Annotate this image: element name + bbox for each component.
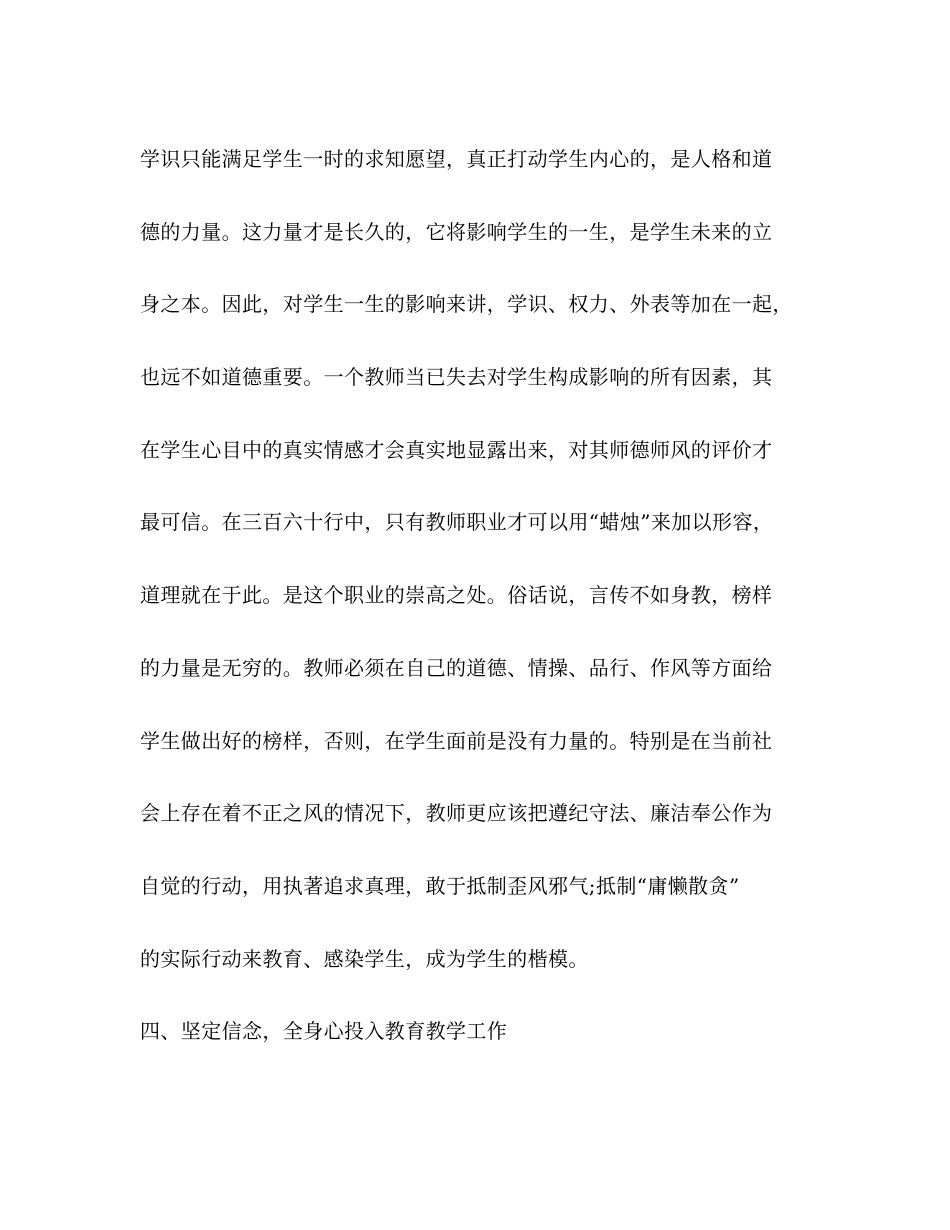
text-line-10: 会上存在着不正之风的情况下，教师更应该把遵纪守法、廉洁奉公作为 bbox=[140, 801, 773, 826]
text-line-11: 自觉的行动，用执著追求真理，敢于抵制歪风邪气;抵制“庸懒散贪” bbox=[140, 873, 740, 898]
text-line-5: 在学生心目中的真实情感才会真实地显露出来，对其师德师风的评价才 bbox=[140, 437, 773, 462]
text-line-8: 的力量是无穷的。教师必须在自己的道德、情操、品行、作风等方面给 bbox=[140, 655, 773, 680]
text-line-1: 学识只能满足学生一时的求知愿望，真正打动学生内心的，是人格和道 bbox=[140, 147, 773, 171]
body-text bbox=[140, 139, 820, 1084]
text-line-3: 身之本。因此，对学生一生的影响来讲，学识、权力、外表等加在一起， bbox=[140, 292, 793, 317]
text-line-12: 的实际行动来教育、感染学生，成为学生的楷模。 bbox=[140, 946, 589, 971]
section-heading: 四、坚定信念，全身心投入教育教学工作 bbox=[140, 1019, 508, 1044]
text-line-6: 最可信。在三百六十行中，只有教师职业才可以用“蜡烛”来加以形容， bbox=[140, 510, 774, 535]
text-line-9: 学生做出好的榜样，否则，在学生面前是没有力量的。特别是在当前社 bbox=[140, 728, 773, 753]
text-line-4: 也远不如道德重要。一个教师当已失去对学生构成影响的所有因素，其 bbox=[140, 365, 773, 390]
text-line-7: 道理就在于此。是这个职业的崇高之处。俗话说，言传不如身教，榜样 bbox=[140, 583, 773, 608]
text-line-2: 德的力量。这力量才是长久的，它将影响学生的一生，是学生未来的立 bbox=[140, 219, 773, 244]
